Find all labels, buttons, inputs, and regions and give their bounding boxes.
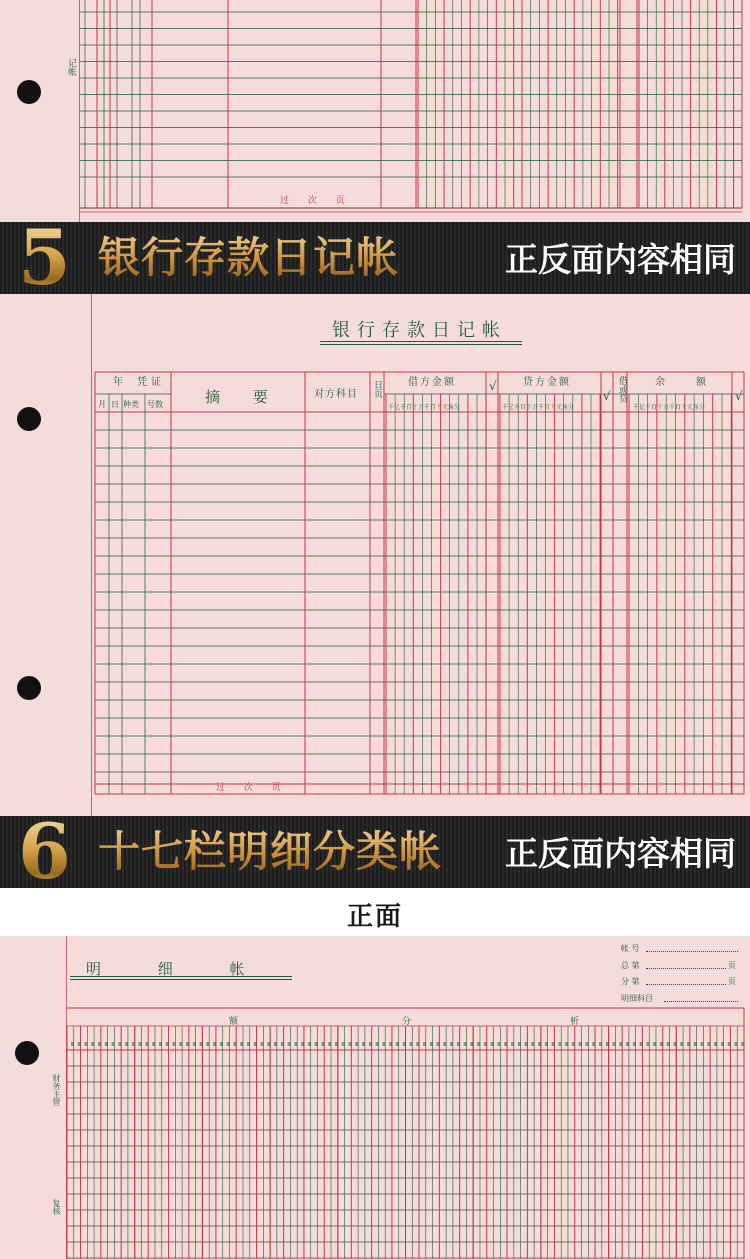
digit-caption-mark	[206, 1042, 209, 1046]
digit-caption-mark	[443, 1042, 446, 1046]
digit-caption-mark	[640, 1042, 643, 1046]
ledger-title: 银行存款日记帐	[332, 320, 507, 341]
section-subtitle: 正反面内容相同	[505, 240, 736, 279]
digit-caption-mark	[491, 1042, 494, 1046]
digit-caption-mark	[403, 1042, 406, 1046]
digit-caption-mark	[728, 1042, 731, 1046]
digit-caption-mark	[592, 1042, 595, 1046]
digit-caption-mark	[619, 1042, 622, 1046]
digit-caption-mark	[213, 1042, 216, 1046]
digit-caption-mark	[674, 1042, 677, 1046]
digit-caption-mark	[680, 1042, 683, 1046]
digit-caption-mark	[118, 1042, 121, 1046]
header-balance: 余 额	[655, 377, 721, 388]
digit-caption-mark	[477, 1042, 480, 1046]
digit-caption-mark	[694, 1042, 697, 1046]
digit-caption-mark	[139, 1042, 142, 1046]
digit-caption-mark	[186, 1042, 189, 1046]
digit-caption-mark	[396, 1042, 399, 1046]
carry-forward-label: 过 次 页	[280, 196, 353, 206]
analysis-header-1: 额	[229, 1017, 239, 1027]
digit-caption-mark	[376, 1042, 379, 1046]
digit-caption-mark	[233, 1042, 236, 1046]
section-title: 十七栏明细分类帐	[98, 827, 443, 876]
digit-caption-mark	[281, 1042, 284, 1046]
section-banner-6	[0, 816, 750, 888]
digit-caption-mark	[335, 1042, 338, 1046]
ledger-grid	[0, 0, 750, 222]
ledger-panel-top	[0, 0, 750, 222]
header-number: 号数	[147, 400, 163, 409]
digit-caption-mark	[423, 1042, 426, 1046]
digit-caption-mark	[91, 1042, 94, 1046]
digit-caption-mark	[579, 1042, 582, 1046]
section-banner-5	[0, 222, 750, 294]
digit-caption-mark	[200, 1042, 203, 1046]
digit-caption-mark	[227, 1042, 230, 1046]
face-label: 正面	[346, 902, 403, 932]
digit-caption-mark	[470, 1042, 473, 1046]
digit-caption-mark	[741, 1042, 744, 1046]
section-subtitle: 正反面内容相同	[505, 834, 736, 873]
digit-caption-mark	[328, 1042, 331, 1046]
digit-caption-mark	[193, 1042, 196, 1046]
analysis-header-2: 分	[402, 1017, 412, 1027]
digit-caption-mark	[613, 1042, 616, 1046]
journal-grid	[0, 294, 750, 816]
digit-caption-mark	[633, 1042, 636, 1046]
header-voucher: 凭证	[137, 377, 165, 388]
digit-caption-mark	[565, 1042, 568, 1046]
digit-caption-mark	[653, 1042, 656, 1046]
digit-caption-mark	[714, 1042, 717, 1046]
digit-caption-mark	[85, 1042, 88, 1046]
digit-scale-debit: 千亿千百十万千百十元角分	[388, 404, 461, 411]
digit-caption-mark	[369, 1042, 372, 1046]
digit-caption-mark	[159, 1042, 162, 1046]
digit-caption-mark	[450, 1042, 453, 1046]
digit-scale-balance: 千亿千百十万千百十元角分	[633, 404, 706, 411]
digit-caption-mark	[247, 1042, 250, 1046]
info-sub-page: 分 第	[621, 977, 640, 986]
check-mark: √	[489, 379, 497, 393]
digit-caption-mark	[355, 1042, 358, 1046]
digit-caption-mark	[464, 1042, 467, 1046]
section-number: 5	[18, 222, 71, 294]
digit-caption-mark	[667, 1042, 670, 1046]
digit-caption-mark	[71, 1042, 74, 1046]
digit-caption-mark	[437, 1042, 440, 1046]
digit-caption-mark	[416, 1042, 419, 1046]
digit-caption-mark	[267, 1042, 270, 1046]
header-day: 日	[111, 400, 119, 409]
check-mark: √	[735, 389, 743, 403]
digit-caption-mark	[552, 1042, 555, 1046]
digit-caption-mark	[734, 1042, 737, 1046]
digit-caption-mark	[112, 1042, 115, 1046]
digit-caption-mark	[545, 1042, 548, 1046]
digit-caption-mark	[701, 1042, 704, 1046]
digit-caption-mark	[166, 1042, 169, 1046]
digit-caption-mark	[220, 1042, 223, 1046]
digit-caption-mark	[389, 1042, 392, 1046]
digit-caption-mark	[288, 1042, 291, 1046]
digit-caption-mark	[538, 1042, 541, 1046]
digit-caption-mark	[525, 1042, 528, 1046]
carry-forward-label: 过 次 页	[216, 783, 289, 793]
digit-caption-mark	[531, 1042, 534, 1046]
info-total-page: 总 第	[621, 961, 640, 970]
info-page-unit: 页	[728, 977, 736, 986]
digit-caption-mark	[308, 1042, 311, 1046]
digit-caption-mark	[349, 1042, 352, 1046]
header-debit-or-credit: 借或贷	[617, 376, 627, 403]
digit-caption-mark	[274, 1042, 277, 1046]
header-debit: 借方金额	[408, 377, 456, 388]
header-kind: 种类	[123, 400, 139, 409]
digit-caption-mark	[599, 1042, 602, 1046]
digit-caption-mark	[145, 1042, 148, 1046]
digit-caption-mark	[301, 1042, 304, 1046]
digit-caption-mark	[626, 1042, 629, 1046]
digit-caption-mark	[558, 1042, 561, 1046]
digit-caption-mark	[484, 1042, 487, 1046]
section-number: 6	[18, 816, 71, 888]
digit-caption-mark	[294, 1042, 297, 1046]
header-month: 月	[98, 400, 106, 409]
header-credit: 贷方金额	[523, 377, 571, 388]
digit-caption-mark	[586, 1042, 589, 1046]
digit-caption-mark	[321, 1042, 324, 1046]
digit-caption-mark	[125, 1042, 128, 1046]
digit-caption-mark	[707, 1042, 710, 1046]
digit-caption-mark	[152, 1042, 155, 1046]
header-page: 日页	[372, 380, 382, 398]
digit-caption-mark	[342, 1042, 345, 1046]
digit-caption-mark	[362, 1042, 365, 1046]
header-counter-account: 对方科目	[314, 389, 358, 400]
detail-grid	[0, 936, 750, 1259]
side-label-review: 复核	[52, 1199, 61, 1215]
digit-caption-mark	[173, 1042, 176, 1046]
digit-caption-mark	[660, 1042, 663, 1046]
digit-caption-mark	[430, 1042, 433, 1046]
side-label-manager: 财务主管	[52, 1074, 61, 1106]
ledger-panel-bank-journal	[0, 294, 750, 816]
digit-caption-mark	[105, 1042, 108, 1046]
check-mark: √	[603, 389, 611, 403]
digit-caption-mark	[254, 1042, 257, 1046]
digit-caption-mark	[646, 1042, 649, 1046]
header-year: 年	[113, 377, 123, 388]
digit-caption-mark	[78, 1042, 81, 1046]
digit-caption-mark	[179, 1042, 182, 1046]
digit-caption-mark	[498, 1042, 501, 1046]
digit-caption-mark	[518, 1042, 521, 1046]
digit-caption-mark	[132, 1042, 135, 1046]
digit-caption-mark	[511, 1042, 514, 1046]
ledger-panel-detail	[0, 936, 750, 1259]
digit-caption-mark	[687, 1042, 690, 1046]
info-page-unit: 页	[728, 961, 736, 970]
digit-caption-mark	[315, 1042, 318, 1046]
digit-caption-mark	[606, 1042, 609, 1046]
digit-caption-mark	[457, 1042, 460, 1046]
info-detail-subject: 明细科目	[621, 994, 653, 1003]
digit-caption-mark	[382, 1042, 385, 1046]
digit-caption-mark	[261, 1042, 264, 1046]
side-label: 记帐	[66, 58, 76, 76]
section-title: 银行存款日记帐	[98, 233, 400, 282]
digit-caption-mark	[240, 1042, 243, 1046]
header-summary: 摘 要	[205, 388, 282, 406]
digit-caption-mark	[98, 1042, 101, 1046]
ledger-title: 明 细 帐	[86, 960, 271, 978]
digit-caption-mark	[504, 1042, 507, 1046]
digit-caption-mark	[721, 1042, 724, 1046]
digit-caption-mark	[572, 1042, 575, 1046]
digit-scale-credit: 千亿千百十万千百十元角分	[502, 404, 575, 411]
analysis-header-3: 析	[570, 1017, 580, 1027]
info-account-no: 帐 号	[621, 944, 640, 953]
digit-caption-mark	[410, 1042, 413, 1046]
